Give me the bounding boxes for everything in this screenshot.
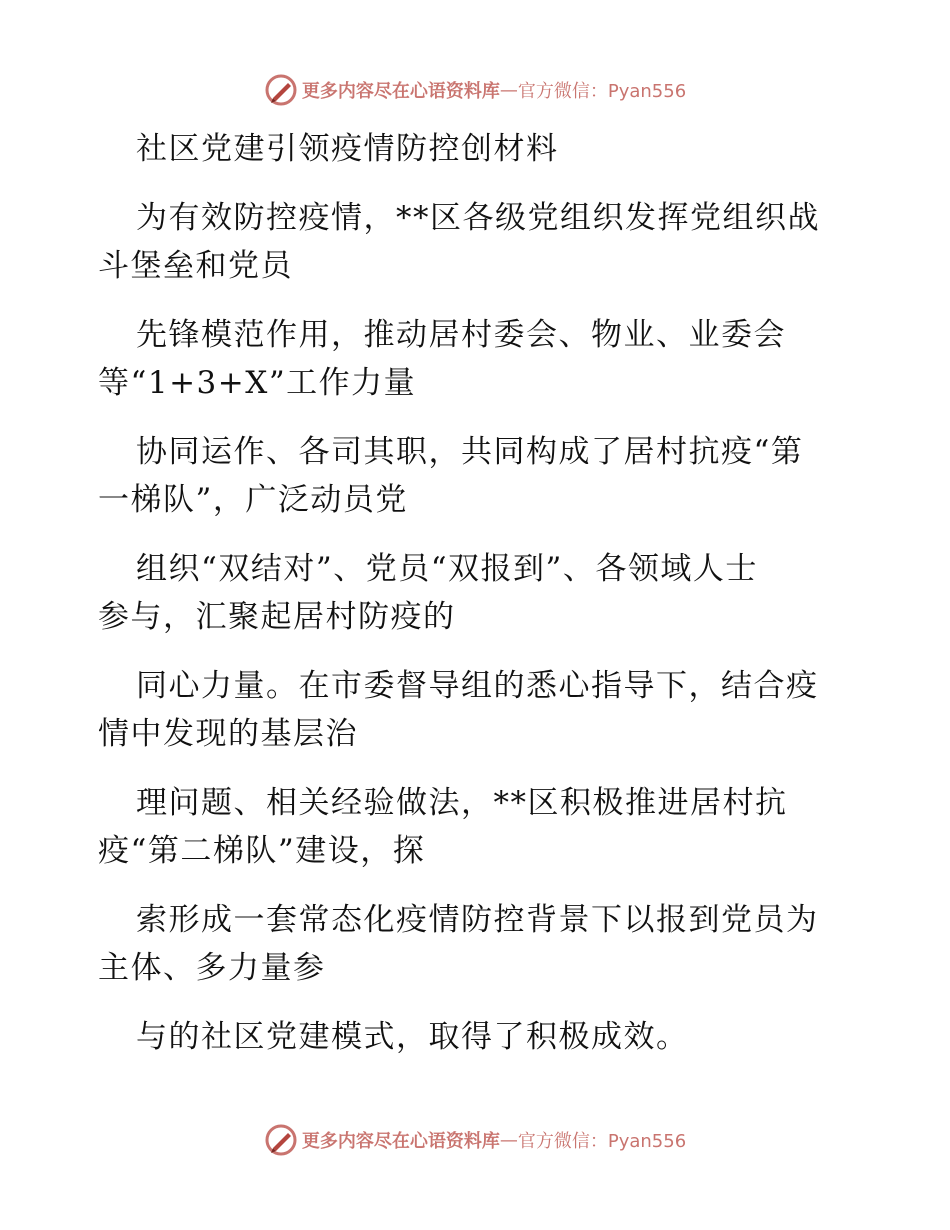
paragraph-line: 组织“双结对”、党员“双报到”、各领域人士 bbox=[136, 551, 758, 587]
banner-wechat-text: 官方微信：Pyan556 bbox=[517, 81, 687, 102]
header-watermark-banner bbox=[0, 70, 950, 110]
banner-dash: — bbox=[499, 1129, 518, 1151]
paragraph-line: 索形成一套常态化疫情防控背景下以报到党员为 bbox=[136, 902, 819, 938]
spacer bbox=[98, 875, 858, 896]
paragraph-line: 协同运作、各司其职，共同构成了居村抗疫“第 bbox=[136, 434, 804, 470]
spacer bbox=[98, 524, 858, 545]
paragraph-line: 主体、多力量参 bbox=[98, 950, 326, 986]
document-body bbox=[98, 125, 858, 1061]
spacer bbox=[98, 290, 858, 311]
paragraph-line: 参与，汇聚起居村防疫的 bbox=[98, 599, 456, 635]
banner-main-text: 更多内容尽在心语资料库 bbox=[301, 1131, 500, 1152]
paragraph-line: 理问题、相关经验做法，**区积极推进居村抗 bbox=[136, 785, 788, 821]
spacer bbox=[98, 758, 858, 779]
paragraph-line: 先锋模范作用，推动居村委会、物业、业委会 bbox=[136, 317, 786, 353]
paragraph-line: 为有效防控疫情，**区各级党组织发挥党组织战 bbox=[136, 200, 820, 236]
paragraph-line: 与的社区党建模式，取得了积极成效。 bbox=[136, 1019, 689, 1055]
paragraph-line: 等“1+3+X”工作力量 bbox=[98, 365, 417, 401]
spacer bbox=[98, 641, 858, 662]
pen-logo-icon bbox=[264, 1123, 298, 1157]
banner-main-text: 更多内容尽在心语资料库 bbox=[301, 81, 500, 102]
spacer bbox=[98, 407, 858, 428]
paragraph-line: 情中发现的基层治 bbox=[98, 716, 358, 752]
pen-logo-icon bbox=[264, 73, 298, 107]
footer-watermark-banner bbox=[0, 1120, 950, 1160]
document-title: 社区党建引领疫情防控创材料 bbox=[136, 131, 559, 167]
banner-dash: — bbox=[499, 79, 518, 101]
paragraph-line: 一梯队”，广泛动员党 bbox=[98, 482, 408, 518]
paragraph-line: 疫“第二梯队”建设，探 bbox=[98, 833, 426, 869]
spacer bbox=[98, 992, 858, 1013]
spacer bbox=[98, 173, 858, 194]
paragraph-line: 同心力量。在市委督导组的悉心指导下，结合疫 bbox=[136, 668, 819, 704]
paragraph-line: 斗堡垒和党员 bbox=[98, 248, 293, 284]
banner-wechat-text: 官方微信：Pyan556 bbox=[517, 1131, 687, 1152]
